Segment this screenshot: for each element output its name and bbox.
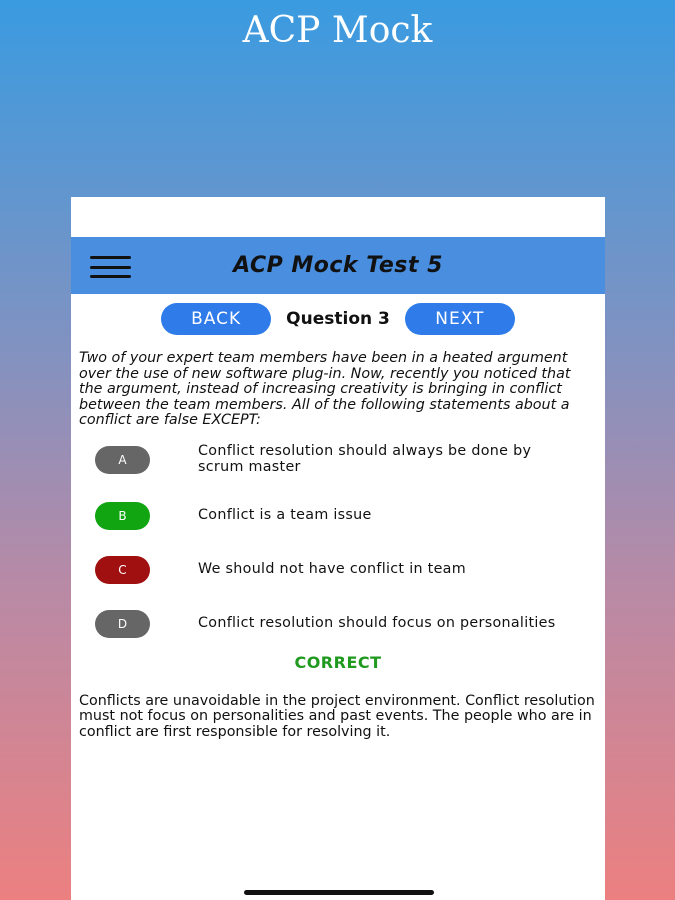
question-navigation bbox=[71, 303, 605, 335]
option-d[interactable] bbox=[71, 597, 605, 651]
option-d-badge[interactable]: D bbox=[95, 610, 150, 638]
hamburger-line bbox=[90, 266, 131, 269]
option-a-badge[interactable]: A bbox=[95, 446, 150, 474]
option-d-text: Conflict resolution should focus on personalities bbox=[198, 614, 556, 631]
navbar bbox=[71, 237, 605, 294]
page-title: ACP Mock Test 5 bbox=[233, 253, 443, 278]
question-number: Question 3 bbox=[286, 309, 390, 329]
option-b-text: Conflict is a team issue bbox=[198, 506, 372, 523]
back-button[interactable]: BACK bbox=[161, 303, 271, 335]
option-b-badge[interactable]: B bbox=[95, 502, 150, 530]
phone-screen bbox=[71, 197, 605, 900]
hamburger-line bbox=[90, 256, 131, 259]
options-list bbox=[71, 437, 605, 651]
option-a-text: Conflict resolution should always be done by scrum master bbox=[198, 443, 532, 475]
option-a[interactable] bbox=[71, 437, 605, 483]
home-indicator[interactable] bbox=[244, 890, 434, 895]
hamburger-menu-icon[interactable] bbox=[90, 256, 131, 278]
hamburger-line bbox=[90, 275, 131, 278]
promo-title: ACP Mock bbox=[242, 10, 433, 51]
option-c-text: We should not have conflict in team bbox=[198, 560, 466, 577]
option-b[interactable] bbox=[71, 489, 605, 543]
option-c[interactable] bbox=[71, 543, 605, 597]
question-text: Two of your expert team members have been in a heated argument over the use of new software plug-in. Now, recently you noticed that the argument, instead of increasing creativity is bringing in conflict between the team members. All of the following statements about a conflict are false EXCEPT: bbox=[79, 350, 571, 428]
status-bar bbox=[71, 197, 605, 237]
result-status: CORRECT bbox=[294, 652, 382, 672]
explanation-text: Conflicts are unavoidable in the project environment. Conflict resolution must not focus on personalities and past events. The people who are in conflict are first responsible for resolving it. bbox=[79, 692, 595, 740]
next-button[interactable]: NEXT bbox=[405, 303, 515, 335]
option-c-badge[interactable]: C bbox=[95, 556, 150, 584]
